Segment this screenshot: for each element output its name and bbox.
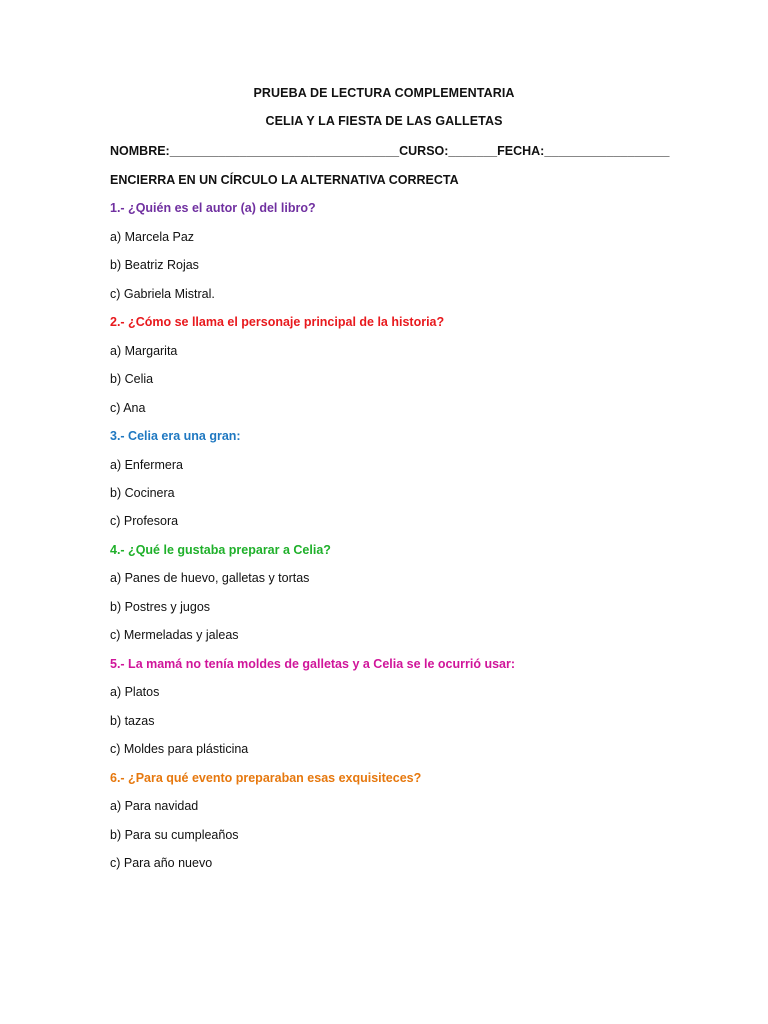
question-2-option-b[interactable]: b) Celia bbox=[110, 372, 154, 386]
page-title: PRUEBA DE LECTURA COMPLEMENTARIA bbox=[253, 86, 515, 100]
question-5-option-c[interactable]: c) Moldes para plásticina bbox=[110, 742, 249, 756]
question-5-option-b[interactable]: b) tazas bbox=[110, 714, 155, 728]
instruction-text: ENCIERRA EN UN CÍRCULO LA ALTERNATIVA CORRECTA bbox=[110, 173, 459, 187]
question-2-option-a[interactable]: a) Margarita bbox=[110, 344, 178, 358]
question-4-option-c[interactable]: c) Mermeladas y jaleas bbox=[110, 628, 239, 642]
question-3-option-c[interactable]: c) Profesora bbox=[110, 514, 179, 528]
question-3-option-b[interactable]: b) Cocinera bbox=[110, 486, 175, 500]
page-subtitle: CELIA Y LA FIESTA DE LAS GALLETAS bbox=[265, 114, 503, 128]
student-info-line: NOMBRE:_________________________________CURSO:_______FECHA:__________________ bbox=[110, 144, 670, 158]
question-2: 2.- ¿Cómo se llama el personaje principal de la historia? bbox=[110, 315, 445, 329]
question-6-option-b[interactable]: b) Para su cumpleaños bbox=[110, 828, 239, 842]
question-5-option-a[interactable]: a) Platos bbox=[110, 685, 160, 699]
question-6: 6.- ¿Para qué evento preparaban esas exquisiteces? bbox=[110, 771, 422, 785]
question-3: 3.- Celia era una gran: bbox=[110, 429, 241, 443]
question-1-option-c[interactable]: c) Gabriela Mistral. bbox=[110, 287, 215, 301]
question-4-option-b[interactable]: b) Postres y jugos bbox=[110, 600, 211, 614]
question-4: 4.- ¿Qué le gustaba preparar a Celia? bbox=[110, 543, 331, 557]
question-1-option-b[interactable]: b) Beatriz Rojas bbox=[110, 258, 199, 272]
question-1: 1.- ¿Quién es el autor (a) del libro? bbox=[110, 201, 316, 215]
question-6-option-a[interactable]: a) Para navidad bbox=[110, 799, 199, 813]
question-2-option-c[interactable]: c) Ana bbox=[110, 401, 146, 415]
question-4-option-a[interactable]: a) Panes de huevo, galletas y tortas bbox=[110, 571, 310, 585]
question-6-option-c[interactable]: c) Para año nuevo bbox=[110, 856, 213, 870]
question-5: 5.- La mamá no tenía moldes de galletas y a Celia se le ocurrió usar: bbox=[110, 657, 516, 671]
question-3-option-a[interactable]: a) Enfermera bbox=[110, 458, 183, 472]
question-1-option-a[interactable]: a) Marcela Paz bbox=[110, 230, 195, 244]
